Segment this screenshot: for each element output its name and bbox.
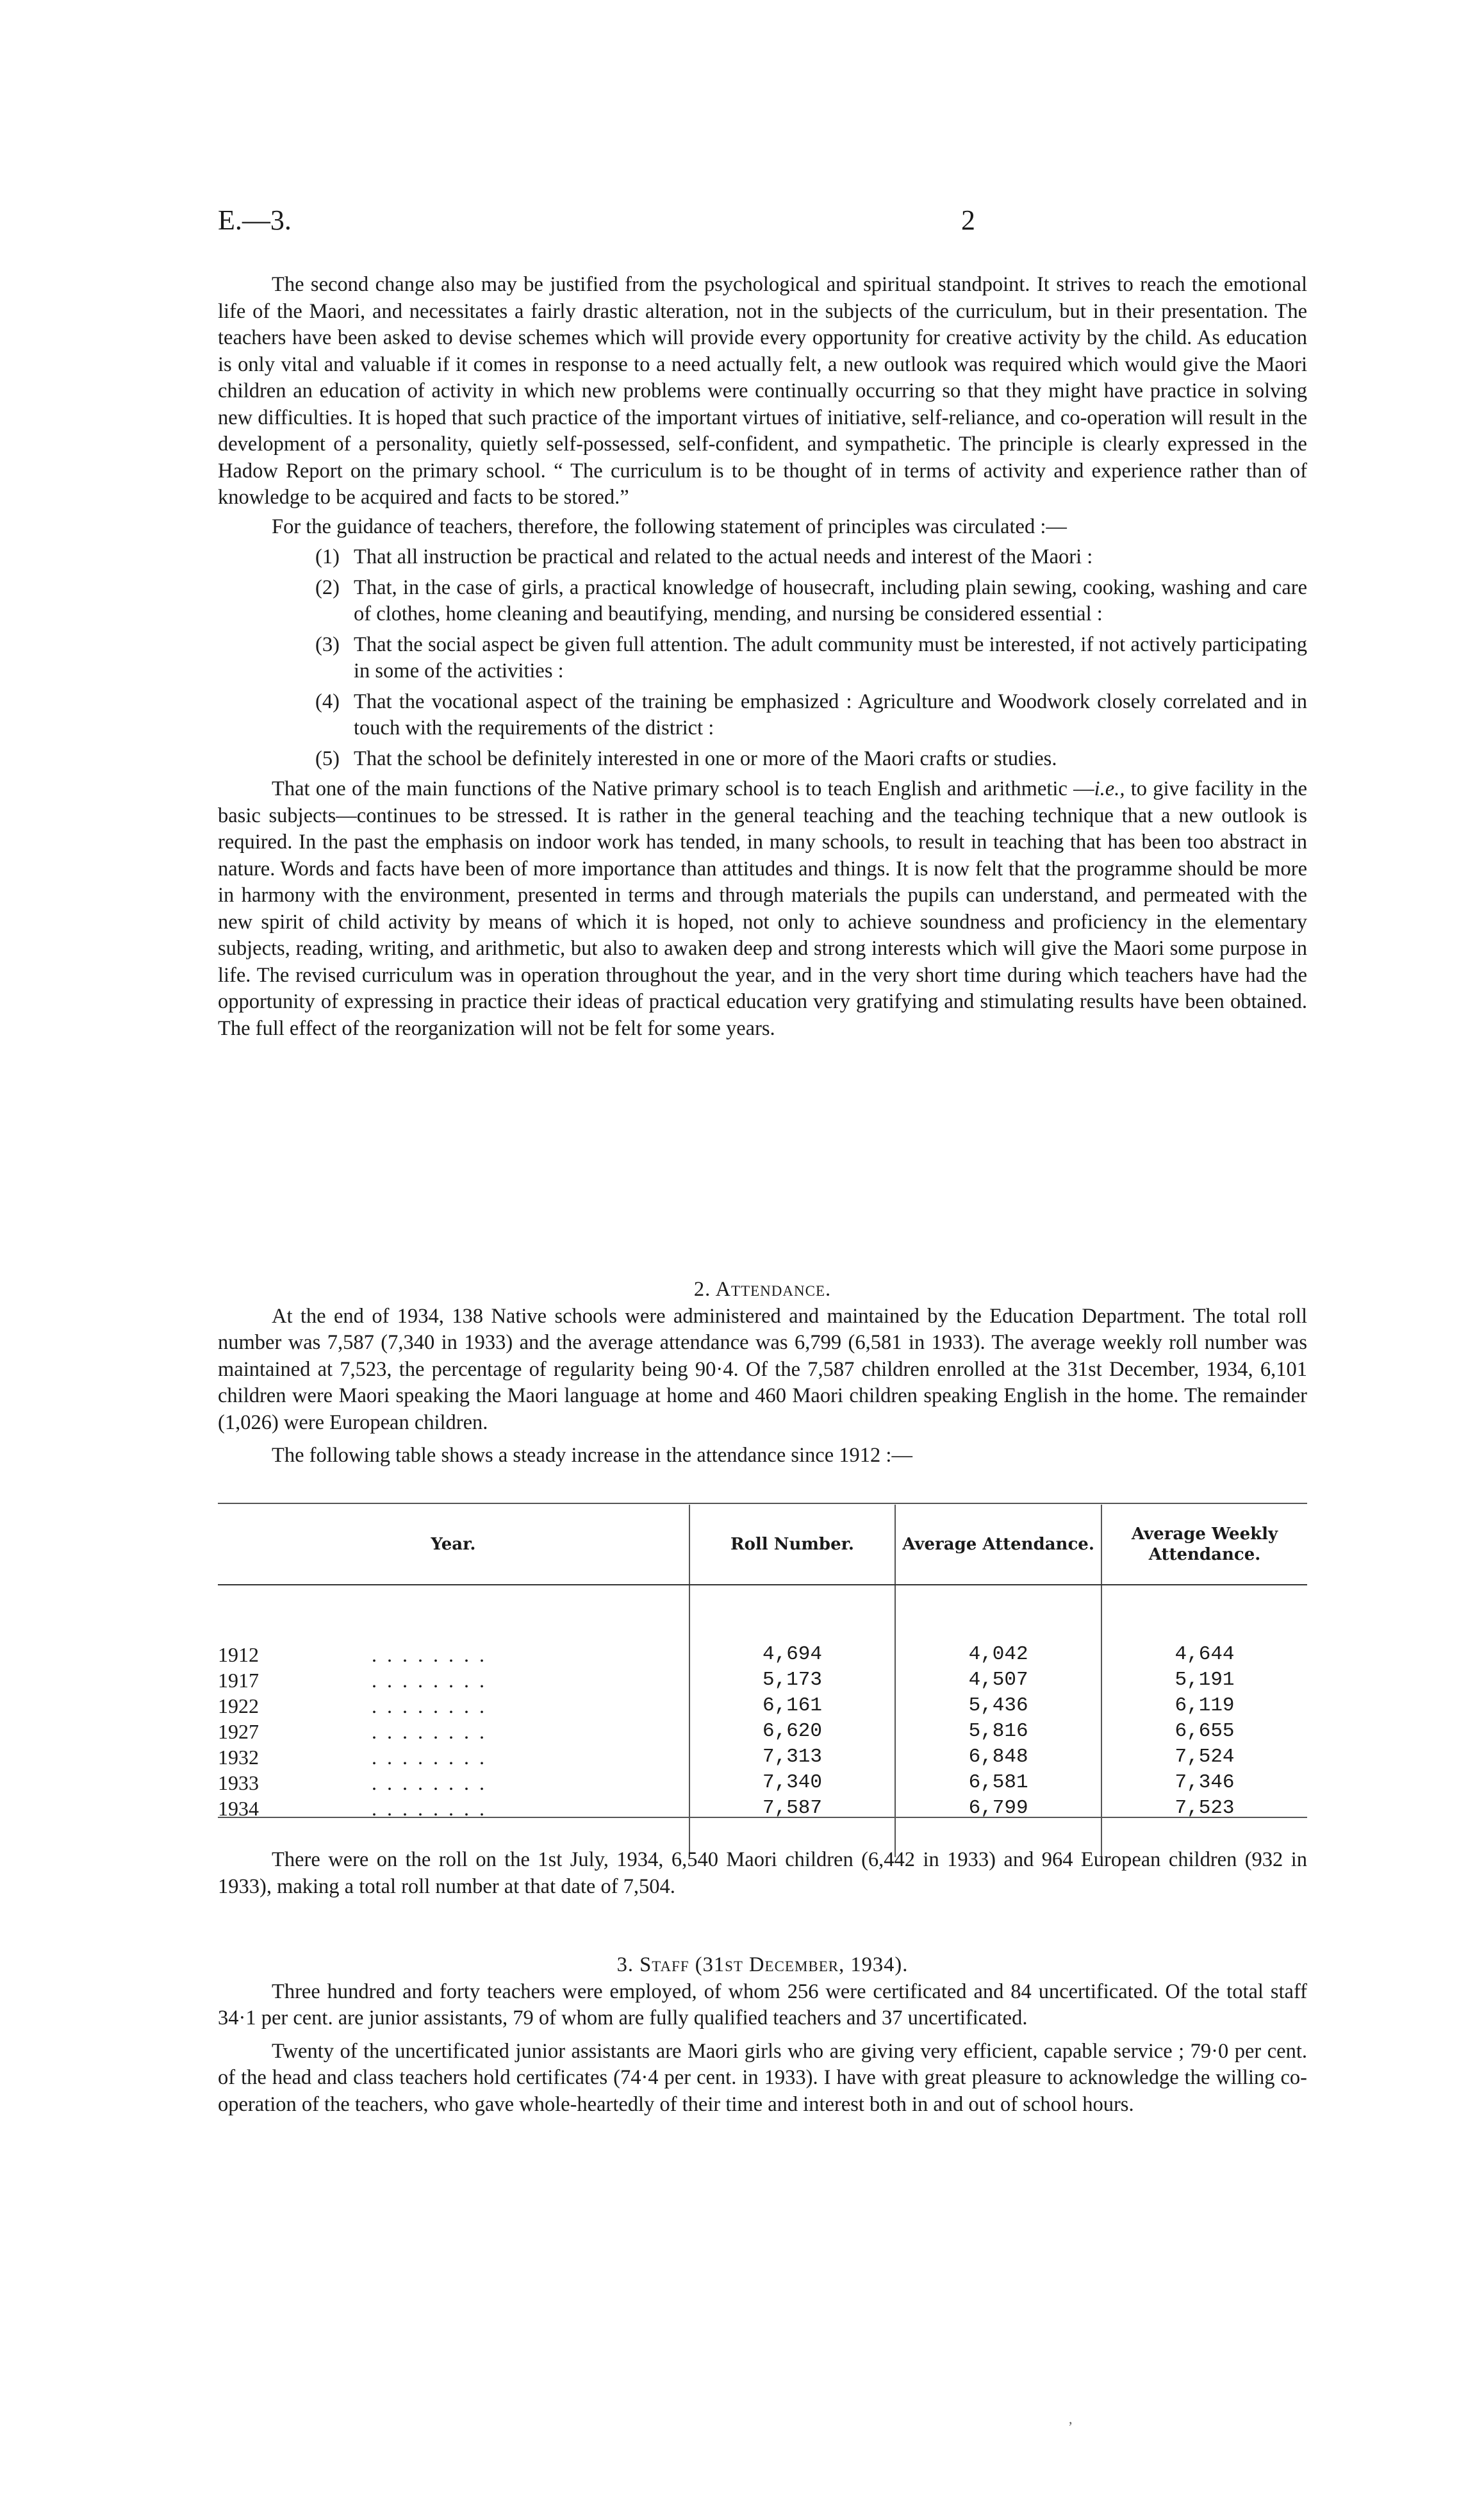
staff-paragraph-2: Twenty of the uncertificated junior assistants are Maori girls who are giving very efficient, capable service ; 79·0 per cent. of the head and class teachers hold certificates (74·4 per cent. in 1933). I have with great pleasure to acknowledge the willing co-operation of the teachers, who gave whole-heartedly of their time and interest both in and out of school hours. xyxy=(218,2039,1307,2116)
col-header-average: Average Attendance. xyxy=(895,1505,1101,1585)
principle-label: (2) xyxy=(315,575,340,599)
staff-heading: 3. Staff (31st December, 1934). xyxy=(616,1953,909,1976)
principle-text: That, in the case of girls, a practical knowledge of housecraft, including plain sewing, cooking, washing and care of clothes, home cleaning and beautifying, mending, and nursing be considered essential : xyxy=(354,575,1307,625)
table-row: 1912 . . . . . . . . 4,694 4,042 4,644 xyxy=(218,1585,1307,1667)
table-row: 1922 . . . . . . . . 6,161 5,436 6,119 xyxy=(218,1693,1307,1719)
table-row: 1934 . . . . . . . . 7,587 6,799 7,523 xyxy=(218,1796,1307,1857)
principle-text: That the school be definitely interested in one or more of the Maori crafts or studies. xyxy=(354,747,1057,770)
principle-label: (1) xyxy=(315,545,340,568)
principle-text: That the vocational aspect of the training be emphasized : Agriculture and Woodwork closely correlated and in touch with the requirements of the district : xyxy=(354,690,1307,740)
staff-section xyxy=(218,1952,1307,2118)
stray-mark: , xyxy=(1069,2411,1073,2427)
table-row: 1932 . . . . . . . . 7,313 6,848 7,524 xyxy=(218,1744,1307,1770)
table-row: 1933 . . . . . . . . 7,340 6,581 7,346 xyxy=(218,1770,1307,1796)
attendance-section xyxy=(218,1277,1307,1469)
principles-intro: For the guidance of teachers, therefore, the following statement of principles was circulated :— xyxy=(272,515,1067,538)
staff-paragraph: Three hundred and forty teachers were employed, of whom 256 were certificated and 84 uncertificated. Of the total staff 34·1 per cent. are junior assistants, 79 of whom are fully qualified teachers and 37 uncertificated. xyxy=(218,1980,1307,2030)
principle-item xyxy=(218,689,1307,742)
attendance-table xyxy=(218,1505,1307,1857)
principle-text: That all instruction be practical and related to the actual needs and interest of the Maori : xyxy=(354,545,1093,568)
page-header xyxy=(218,204,1307,249)
document-reference: E.—3. xyxy=(218,204,292,236)
col-header-roll: Roll Number. xyxy=(689,1505,895,1585)
col-header-weekly: Average Weekly Attendance. xyxy=(1101,1505,1307,1585)
intro-section xyxy=(218,272,1307,1042)
intro-paragraph: The second change also may be justified from the psychological and spiritual standpoint. It strives to reach the emotional life of the Maori, and necessitates a fairly drastic alteration, not in the subjects of the curriculum, but in their presentation. The teachers have been asked to devise schemes which will provide every opportunity for creative activity by the child. As education is only vital and valuable if it comes in response to a need actually felt, a new outlook was required which would give the Maori children an education of activity in which new problems were continually occurring so that they might have practice in solving new difficulties. It is hoped that such practice of the important virtues of initiative, self-reliance, and co-operation will result in the development of a personality, quietly self-possessed, self-confident, and sympathetic. The principle is clearly expressed in the Hadow Report on the primary school. “ The curriculum is to be thought of in terms of activity and experience rather than of knowledge to be acquired and facts to be stored.” xyxy=(218,273,1307,509)
col-header-year: Year. xyxy=(218,1505,689,1585)
principle-label: (5) xyxy=(315,747,340,770)
principle-label: (4) xyxy=(315,690,340,713)
principle-item xyxy=(218,632,1307,685)
table-row: 1927 . . . . . . . . 6,620 5,816 6,655 xyxy=(218,1719,1307,1744)
principle-item xyxy=(218,746,1307,773)
table-intro: The following table shows a steady increase in the attendance since 1912 :— xyxy=(272,1444,912,1467)
principle-text: That the social aspect be given full attention. The adult community must be interested, if not actively participating in some of the activities : xyxy=(354,632,1307,682)
attendance-paragraph: At the end of 1934, 138 Native schools were administered and maintained by the Education Department. The total roll number was 7,587 (7,340 in 1933) and the average attendance was 6,799 (6,581 in 1933). The average weekly roll number was maintained at 7,523, the percentage of regularity being 90·4. Of the 7,587 children enrolled at the 31st December, 1934, 6,101 children were Maori speaking the Maori language at home and 460 Maori children speaking English in the home. The remainder (1,026) were European children. xyxy=(218,1304,1307,1434)
attendance-heading: 2. Attendance. xyxy=(693,1278,832,1301)
roll-paragraph: There were on the roll on the 1st July, 1934, 6,540 Maori children (6,442 in 1933) and 964 European children (932 in 1933), making a total roll number at that date of 7,504. xyxy=(218,1848,1307,1898)
page-number: 2 xyxy=(961,204,975,236)
principle-label: (3) xyxy=(315,632,340,656)
principle-item xyxy=(218,575,1307,628)
table-row: 1917 . . . . . . . . 5,173 4,507 5,191 xyxy=(218,1667,1307,1693)
after-table-section xyxy=(218,1847,1307,1900)
table-bottom-rule xyxy=(218,1817,1307,1818)
table-top-rule xyxy=(218,1503,1307,1504)
principle-item xyxy=(218,544,1307,571)
table-header-row xyxy=(218,1505,1307,1585)
curriculum-paragraph: That one of the main functions of the Native primary school is to teach English and arithmetic —i.e., to give facility in the basic subjects—continues to be stressed. It is rather in the general teaching and the teaching technique that a new outlook is required. In the past the emphasis on indoor work has tended, in many schools, to result in teaching that has been too abstract in nature. Words and facts have been of more importance than attitudes and things. It is now felt that the programme should be more in harmony with the environment, presented in terms and through materials the pupils can understand, and permeated with the new spirit of child activity by means of which it is hoped, not only to achieve soundness and proficiency in the elementary subjects, reading, writing, and arithmetic, but also to awaken deep and strong interests which will give the Maori some purpose in life. The revised curriculum was in operation throughout the year, and in the very short time during which teachers have had the opportunity of expressing in practice their ideas of practical education very gratifying and stimulating results have been obtained. The full effect of the reorganization will not be felt for some years. xyxy=(218,777,1308,1040)
